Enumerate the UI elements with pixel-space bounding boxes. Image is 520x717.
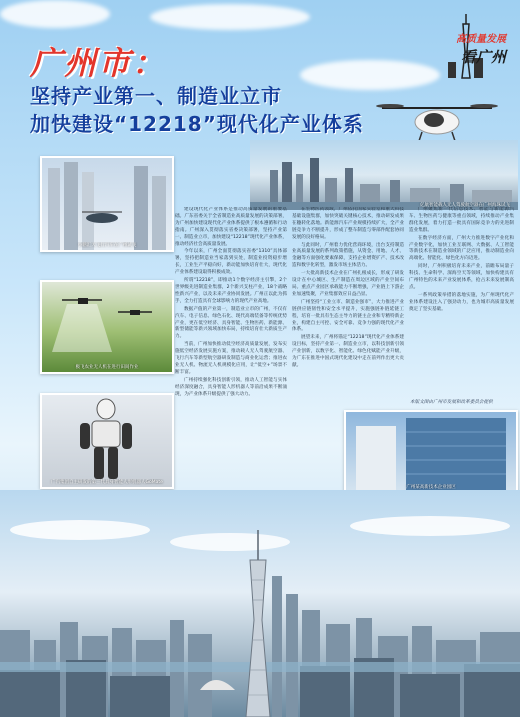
brand-logo (412, 12, 506, 82)
photo-caption: 广汽集团自主研发的第三代具身智能人形机器人GoMate (51, 480, 163, 485)
photo-caption: 亿航智能载人无人驾驶航空器在广州海珠试飞 (420, 203, 510, 208)
paragraph: 广州聚焦新一代信息技术、智能与新能源汽车、生物医药与健康等重点领域，持续推动产业集群化发展，着力打造一批具有国际竞争力的先进制造业集群。 (409, 207, 514, 233)
agricultural-drone-photo (40, 280, 174, 374)
paragraph: 一大批高新技术企业在广州扎根成长，形成了研发设计在中心城区、生产制造在周边区域的产业空间布局。重点产业园区承载能力不断增强，产业链上下游企业加速集聚，产业集群效应日益凸显。 (292, 271, 404, 297)
cloud (0, 0, 110, 28)
cloud (150, 4, 310, 30)
photo-credit: 本版文图由广州市发展和改革委员会提供 (410, 400, 493, 405)
paragraph: 数据产值的产业第一，制造业立市的广州，不仅有汽车、电子信息、绿色石化、现代高端装备等传统优势产业，更在低空经济、具身智能、生物医药、新能源、新型储能等新兴领域加快布局，持续培育壮大新质生产力。 (175, 306, 287, 340)
city-panorama-photo (0, 490, 520, 717)
paragraph: 在生物医药领域，广州依托国家实验室和重大科技基础设施集群，加快突破关键核心技术，推动研发成果在穗转化落地。新能源汽车产业规模持续扩大，全产业链竞争力不断提升，形成了整车制造与零部件配套协同发展的良好格局。 (292, 207, 404, 240)
article-column-1 (175, 207, 287, 489)
subtitle-line-1: 坚持产业第一、制造业立市 (30, 84, 282, 108)
article-column-3 (409, 207, 514, 377)
logo-line-2: 看广州 (460, 48, 506, 66)
paragraph: 与此同时，广州着力优化营商环境，出台支持制造业高质量发展的系列政策措施，从资金、用地、人才、金融等方面强化要素保障，支持企业增资扩产、技术改造和数字化转型，激发市场主体活力。 (292, 242, 404, 269)
paragraph: 建设现代化产业体系是推动高质量发展的重要基础。广东省委关于全省制造业高质量发展的决策部署，为广州加快建设现代化产业体系提供了根本遵循和行动指南。广州深入贯彻落实省委决策部署，坚持产业第一、制造业立市，加快建设“12218”现代化产业体系，推动经济社会高质量发展。 (175, 207, 287, 247)
paragraph: 今年以来，广州全面贯彻落实省委“1310”具体部署，坚持把制造业当家落到实处，制造业投资稳步增长，工业生产平稳向好，新动能加快培育壮大，现代化产业体系建设取得积极成效。 (175, 249, 287, 276)
logo-line-1: 高质量发展 (456, 34, 506, 45)
paragraph: 在数字经济方面，广州大力推进数字产业化和产业数字化，加快工业互联网、大数据、人工智能等新技术在制造业领域的广泛应用，推动制造业向高端化、智能化、绿色化方向迈进。 (409, 235, 514, 262)
photo-caption: 广州某高新技术企业园区 (406, 485, 456, 490)
subtitle-line-2: 加快建设“12218”现代化产业体系 (30, 112, 364, 136)
paragraph: 所谓“12218”，即推动1个数字经济主引擎，2个世界级先进制造业集群，2个新兴支柱产业，18个战略性新兴产业，以及未来产业协同发展。广州正以此为抓手，全力打造具有全球影响力的现代产业高地。 (175, 278, 287, 304)
paragraph: 展望未来，广州将锚定“12218”现代化产业体系建设目标，坚持产业第一、制造业立市，以科技创新引领产业创新，以数字化、智能化、绿色化赋能产业升级，为广东在推进中国式现代化建设中走在前列作出更大贡献。 (292, 335, 404, 368)
paragraph: 当前，广州加快推动低空经济高质量发展，发布实施低空经济发展实施方案，推动载人无人驾驶航空器、飞行汽车等新型航空器研发制造与商业化运营；推进农业无人机、物流无人机规模化应用，让“低空+”场景不断丰富。 (175, 342, 287, 375)
city-skyline-photo-top (250, 140, 518, 210)
paragraph: 广州持续强化科技创新引领，推动人工智能与实体经济深度融合，具身智能人形机器人等前沿成果不断涌现，为产业体系升级提供了强大动力。 (175, 377, 287, 397)
photo-caption: 极飞农业无人机在进行田间作业 (75, 365, 139, 370)
flying-car-photo (40, 156, 174, 252)
article-column-2 (292, 207, 404, 489)
humanoid-robot-photo (40, 393, 174, 489)
paragraph: 广州坚持“工业立市、制造业强市”，大力推进产业链供应链韧性和安全水平提升，实施强链补链延链工程，培育一批具有生态主导力的链主企业和专精特新企业，构建自主可控、安全可靠、竞争力强的现代化产业体系。 (292, 299, 404, 333)
paragraph: 同时，广州积极培育未来产业，前瞻布局量子科技、生命科学、深海空天等领域，加快构建具有广州特色的未来产业发展体系，抢占未来发展制高点。 (409, 264, 514, 290)
page-title: 广州市： (30, 44, 167, 82)
paragraph: 一系列政策举措的落地实施，为广州现代化产业体系建设注入了强劲动力，也为城市高质量发展奠定了坚实基础。 (409, 292, 514, 312)
photo-caption: 小鹏汇天飞行汽车在广州试飞 (77, 243, 137, 248)
